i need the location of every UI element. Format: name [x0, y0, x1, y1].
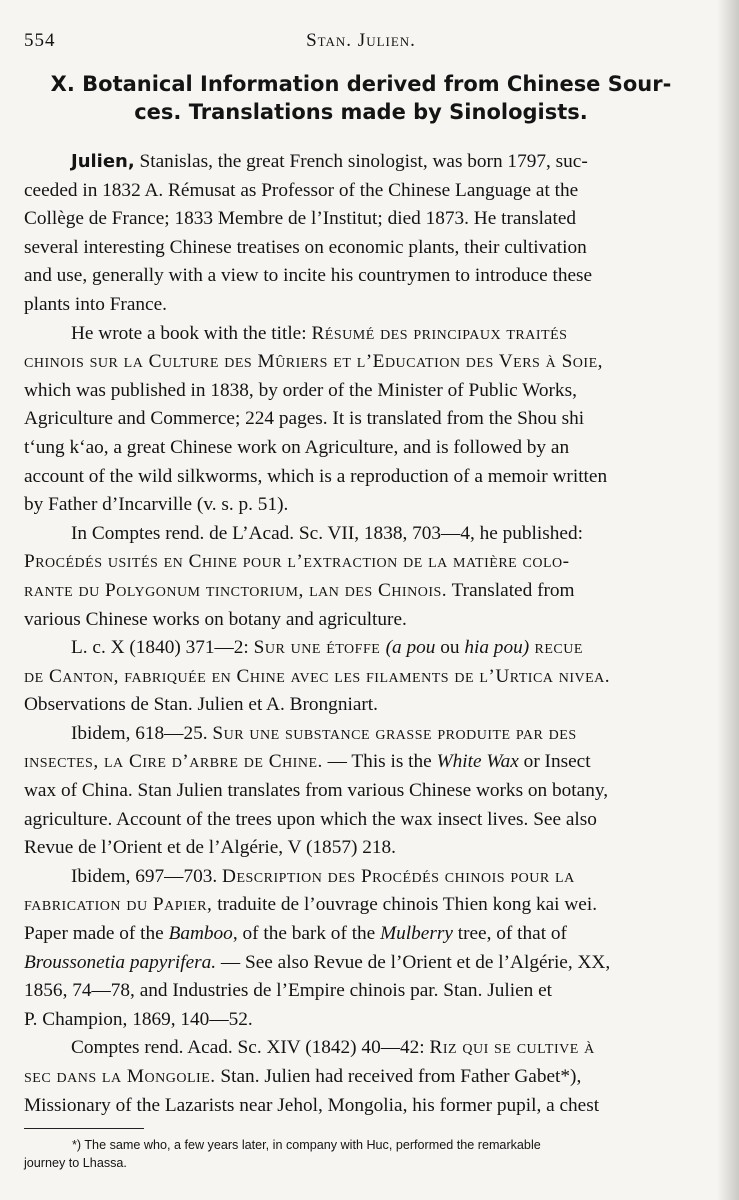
text-line: Paper made of the Bamboo, of the bark of the Mulberry tree, of that of: [24, 923, 567, 945]
text-line: which was published in 1838, by order of the Minister of Public Works,: [24, 379, 577, 401]
text-line: Procédés usités en Chine pour l’extraction de la matière colo-: [24, 551, 570, 573]
text-line: sec dans la Mongolie. Stan. Julien had received from Father Gabet*),: [24, 1066, 582, 1087]
text-line: by Father d’Incarville (v. s. p. 51).: [24, 494, 289, 516]
page-number: 554: [24, 30, 56, 51]
footnote-line: journey to Lhassa.: [24, 1156, 127, 1170]
footnote: [24, 1136, 698, 1172]
page-edge-shadow: [717, 0, 739, 1200]
text-line: and use, generally with a view to incite his countrymen to introduce these: [24, 265, 593, 287]
section-title-line-2: ces. Translations made by Sinologists.: [134, 100, 588, 124]
text-line: ceeded in 1832 A. Rémusat as Professor of the Chinese Language at the: [24, 179, 579, 201]
text-line: agriculture. Account of the trees upon which the wax insect lives. See also: [24, 808, 597, 830]
paragraph-papier: [24, 863, 698, 1035]
section-title-line-1: X. Botanical Information derived from Chinese Sour-: [50, 72, 672, 96]
text-line: L. c. X (1840) 371—2: Sur une étoffe (a pou ou hia pou) recue: [71, 637, 583, 659]
text-line: Julien, Stanislas, the great French sinologist, was born 1797, suc-: [71, 151, 588, 172]
page-content: [24, 0, 698, 1120]
text-line: In Comptes rend. de L’Acad. Sc. VII, 1838, 703—4, he published:: [71, 522, 583, 544]
text-line: 1856, 74—78, and Industries de l’Empire chinois par. Stan. Julien et: [24, 980, 553, 1002]
lead-name: Julien,: [71, 151, 135, 172]
text-line: several interesting Chinese treatises on economic plants, their cultivation: [24, 236, 587, 258]
text-line: Comptes rend. Acad. Sc. XIV (1842) 40—42: Riz qui se cultive à: [71, 1037, 595, 1059]
text-line: Collège de France; 1833 Membre de l’Institut; died 1873. He translated: [24, 208, 577, 230]
text-line: Observations de Stan. Julien et A. Brongniart.: [24, 694, 378, 716]
text-line: Missionary of the Lazarists near Jehol, Mongolia, his former pupil, a chest: [24, 1094, 600, 1116]
text-line: t‘ung k‘ao, a great Chinese work on Agriculture, and is followed by an: [24, 436, 570, 458]
text-line: rante du Polygonum tinctorium, lan des Chinois. Translated from: [24, 579, 575, 601]
paragraph-etoffe-canton: [24, 634, 698, 720]
text-line: various Chinese works on botany and agriculture.: [24, 608, 407, 630]
paragraph-resume-book: [24, 320, 698, 520]
text-line: Agriculture and Commerce; 224 pages. It is translated from the Shou shi: [24, 408, 585, 430]
text-line: P. Champion, 1869, 140—52.: [24, 1008, 253, 1030]
running-title: Stan. Julien.: [306, 30, 416, 51]
text-line: wax of China. Stan Julien translates from various Chinese works on botany,: [24, 780, 609, 802]
text-line: He wrote a book with the title: Résumé des principaux traités: [71, 322, 568, 344]
text-line: plants into France.: [24, 293, 167, 315]
text-line: Revue de l’Orient et de l’Algérie, V (1857) 218.: [24, 837, 396, 859]
text-line: de Canton, fabriquée en Chine avec les filaments de l’Urtica nivea.: [24, 665, 611, 687]
paragraph-riz-mongolie: [24, 1034, 698, 1120]
text-line: Broussonetia papyrifera. — See also Revue de l’Orient et de l’Algérie, XX,: [24, 951, 611, 973]
running-head: [24, 0, 698, 70]
paragraph-procedes-polygonum: [24, 520, 698, 634]
paragraph-cire-arbre: [24, 720, 698, 863]
footnote-rule: [24, 1128, 144, 1129]
text-line: Ibidem, 697—703. Description des Procédés chinois pour la: [71, 865, 575, 887]
text-line: fabrication du Papier, traduite de l’ouvrage chinois Thien kong kai wei.: [24, 894, 598, 916]
footnote-line: *) The same who, a few years later, in company with Huc, performed the remarkable: [72, 1138, 541, 1152]
text-line: insectes, la Cire d’arbre de Chine. — This is the White Wax or Insect: [24, 751, 591, 773]
text-line: account of the wild silkworms, which is a reproduction of a memoir written: [24, 465, 608, 487]
paragraph-julien-bio: [24, 148, 698, 320]
text-line: chinois sur la Culture des Mûriers et l’Education des Vers à Soie,: [24, 351, 603, 373]
section-title: [24, 70, 698, 126]
text-line: Ibidem, 618—25. Sur une substance grasse produite par des: [71, 722, 577, 744]
